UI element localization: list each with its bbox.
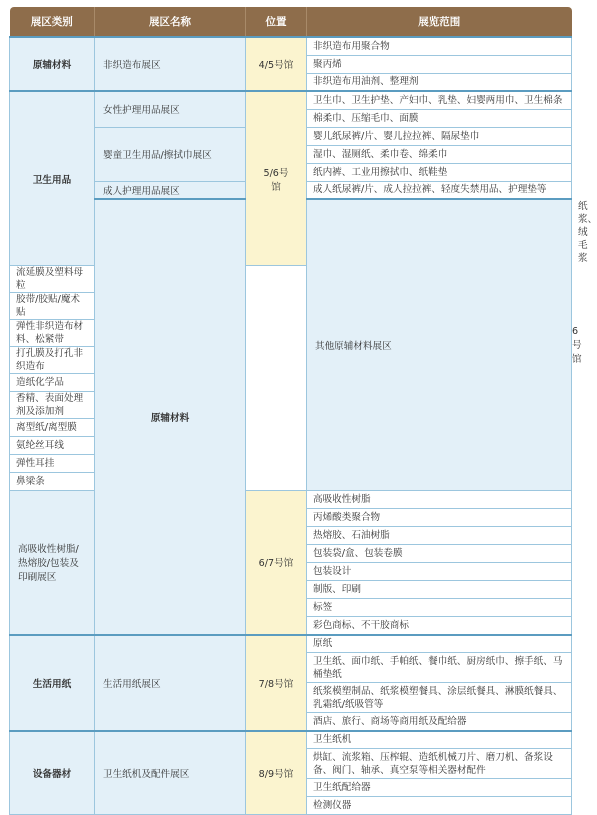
range-item: 造纸化学品 — [10, 374, 95, 392]
range-item: 鼻梁条 — [10, 473, 95, 491]
range-item: 湿巾、湿厕纸、柔巾卷、绵柔巾 — [307, 145, 572, 163]
range-item: 卫生纸机 — [307, 731, 572, 749]
range-item: 制版、印刷 — [307, 581, 572, 599]
header-range: 展览范围 — [307, 7, 572, 37]
table-row — [10, 491, 572, 509]
range-item: 打孔膜及打孔非织造布 — [10, 347, 95, 374]
range-item: 非织造布用聚合物 — [307, 37, 572, 55]
range-item: 高吸收性树脂 — [307, 491, 572, 509]
location-cell: 4/5号馆 — [246, 37, 307, 91]
table-row — [10, 37, 572, 55]
range-item: 热熔胶、石油树脂 — [307, 527, 572, 545]
table-row — [10, 731, 572, 749]
header-hall-name: 展区名称 — [95, 7, 246, 37]
range-item: 卫生纸、面巾纸、手帕纸、餐巾纸、厨房纸巾、擦手纸、马桶垫纸 — [307, 653, 572, 683]
range-item: 包装设计 — [307, 563, 572, 581]
range-item: 成人纸尿裤/片、成人拉拉裤、轻度失禁用品、护理垫等 — [307, 181, 572, 199]
range-item: 卫生巾、卫生护垫、产妇巾、乳垫、妇婴两用巾、卫生棉条 — [307, 91, 572, 109]
category-cell: 原辅材料 — [10, 37, 95, 91]
hall-name-cell: 非织造布展区 — [95, 37, 246, 91]
range-item: 离型纸/离型膜 — [10, 419, 95, 437]
hall-name-cell: 卫生纸机及配件展区 — [95, 731, 246, 815]
range-item: 非织造布用油剂、整理剂 — [307, 73, 572, 91]
range-item: 包装袋/盒、包装卷膜 — [307, 545, 572, 563]
hall-name-cell: 其他原辅材料展区 — [307, 199, 572, 491]
table-row: 原辅材料 其他原辅材料展区 6号馆 纸浆、绒毛浆 — [10, 199, 572, 266]
table-row — [10, 91, 572, 109]
category-cell: 生活用纸 — [10, 635, 95, 731]
location-cell: 5/6号馆 — [246, 91, 307, 266]
range-item: 卫生纸配给器 — [307, 779, 572, 797]
table-header-row — [10, 7, 572, 37]
range-item: 原纸 — [307, 635, 572, 653]
range-item: 彩色商标、不干胶商标 — [307, 617, 572, 635]
exhibit-table — [9, 7, 597, 815]
range-item: 酒店、旅行、商场等商用纸及配给器 — [307, 713, 572, 731]
category-cell: 卫生用品 — [10, 91, 95, 266]
range-item: 检测仪器 — [307, 797, 572, 815]
range-item: 香精、表面处理剂及添加剂 — [10, 392, 95, 419]
range-item: 纸浆模塑制品、纸浆模塑餐具、涂层纸餐具、淋膜纸餐具、乳霜纸/纸吸管等 — [307, 683, 572, 713]
range-item: 流延膜及塑料母粒 — [10, 266, 95, 293]
range-item: 聚丙烯 — [307, 55, 572, 73]
range-item: 烘缸、流浆箱、压榨辊、造纸机械刀片、磨刀机、备浆设备、阀门、轴承、真空泵等相关器材配件 — [307, 749, 572, 779]
range-item: 氨纶丝耳线 — [10, 437, 95, 455]
hall-name-cell: 成人护理用品展区 — [95, 181, 246, 199]
location-cell: 6/7号馆 — [246, 491, 307, 635]
range-item: 标签 — [307, 599, 572, 617]
table-row — [10, 635, 572, 653]
range-item: 弹性非织造布材料、松紧带 — [10, 320, 95, 347]
location-cell: 7/8号馆 — [246, 635, 307, 731]
range-item: 胶带/胶贴/魔术贴 — [10, 293, 95, 320]
range-item: 棉柔巾、压缩毛巾、面膜 — [307, 109, 572, 127]
category-cell: 原辅材料 — [95, 199, 246, 635]
category-cell: 设备器材 — [10, 731, 95, 815]
range-item: 婴儿纸尿裤/片、婴儿拉拉裤、隔尿垫巾 — [307, 127, 572, 145]
range-item: 丙烯酸类聚合物 — [307, 509, 572, 527]
range-item: 弹性耳挂 — [10, 455, 95, 473]
header-category: 展区类别 — [10, 7, 95, 37]
range-item: 纸内裤、工业用擦拭巾、纸鞋垫 — [307, 163, 572, 181]
hall-name-cell: 高吸收性树脂/热熔胶/包装及印刷展区 — [10, 491, 95, 635]
location-cell: 8/9号馆 — [246, 731, 307, 815]
header-location: 位置 — [246, 7, 307, 37]
hall-name-cell: 婴童卫生用品/擦拭巾展区 — [95, 127, 246, 181]
hall-name-cell: 女性护理用品展区 — [95, 91, 246, 127]
hall-name-cell: 生活用纸展区 — [95, 635, 246, 731]
